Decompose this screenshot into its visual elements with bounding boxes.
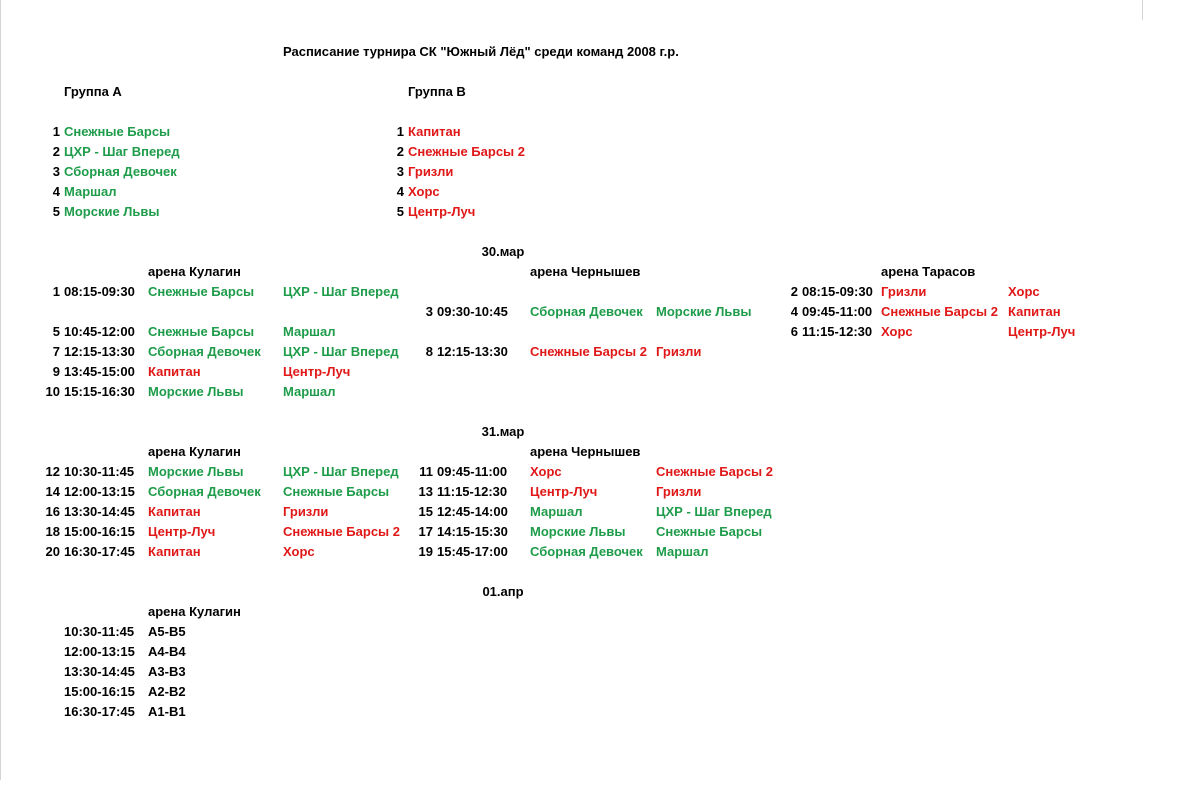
- match-away: Гризли: [656, 344, 702, 359]
- match-time: 12:00-13:15: [64, 644, 135, 659]
- match-away: Снежные Барсы: [656, 524, 763, 539]
- match-away: Центр-Луч: [283, 364, 351, 379]
- arena-name: арена Тарасов: [881, 264, 976, 279]
- match-time: 16:30-17:45: [64, 544, 135, 559]
- match-home: Снежные Барсы: [148, 284, 255, 299]
- arena-name: арена Кулагин: [148, 604, 241, 619]
- match-home: Центр-Луч: [148, 524, 216, 539]
- match-home: Хорс: [881, 324, 913, 339]
- match-away: Маршал: [656, 544, 709, 559]
- playoff-pair: А3-В3: [148, 664, 186, 679]
- playoff-pair: А2-В2: [148, 684, 186, 699]
- match-time: 11:15-12:30: [802, 324, 873, 339]
- playoff-pair: А5-В5: [148, 624, 186, 639]
- group-a-team-number: 5: [52, 204, 60, 219]
- match-away: Маршал: [283, 324, 336, 339]
- match-time: 15:00-16:15: [64, 684, 135, 699]
- match-number: 12: [45, 464, 60, 479]
- match-number: 13: [418, 484, 433, 499]
- match-away: Морские Львы: [656, 304, 752, 319]
- group-b-team: Снежные Барсы 2: [408, 144, 525, 159]
- page-title: Расписание турнира СК "Южный Лёд" среди команд 2008 г.р.: [283, 44, 679, 59]
- group-a-label: Группа А: [64, 84, 122, 99]
- match-time: 12:00-13:15: [64, 484, 135, 499]
- group-b-team-number: 5: [396, 204, 404, 219]
- match-away: Центр-Луч: [1008, 324, 1076, 339]
- match-time: 12:15-13:30: [437, 344, 508, 359]
- match-home: Сборная Девочек: [148, 484, 261, 499]
- playoff-pair: А1-В1: [148, 704, 186, 719]
- arena-name: арена Кулагин: [148, 444, 241, 459]
- match-away: Гризли: [283, 504, 329, 519]
- arena-name: арена Кулагин: [148, 264, 241, 279]
- group-a-team: ЦХР - Шаг Вперед: [64, 144, 180, 159]
- match-away: Снежные Барсы 2: [283, 524, 400, 539]
- match-away: Снежные Барсы: [283, 484, 390, 499]
- match-time: 15:15-16:30: [64, 384, 135, 399]
- match-away: ЦХР - Шаг Вперед: [283, 284, 399, 299]
- sheet-right-border: [1142, 0, 1143, 20]
- group-a-team-number: 3: [52, 164, 60, 179]
- match-home: Капитан: [148, 544, 201, 559]
- match-time: 09:45-11:00: [802, 304, 873, 319]
- match-number: 9: [52, 364, 60, 379]
- match-number: 5: [52, 324, 60, 339]
- group-b-team-number: 3: [396, 164, 404, 179]
- group-b-team: Хорс: [408, 184, 440, 199]
- match-home: Маршал: [530, 504, 583, 519]
- match-time: 15:00-16:15: [64, 524, 135, 539]
- match-time: 12:15-13:30: [64, 344, 135, 359]
- match-number: 20: [45, 544, 60, 559]
- match-number: 4: [790, 304, 798, 319]
- day-date: 31.мар: [481, 424, 525, 439]
- match-time: 09:30-10:45: [437, 304, 508, 319]
- match-time: 09:45-11:00: [437, 464, 508, 479]
- group-b-team-number: 2: [396, 144, 404, 159]
- match-away: ЦХР - Шаг Вперед: [656, 504, 772, 519]
- group-b-team-number: 1: [396, 124, 404, 139]
- match-number: 7: [52, 344, 60, 359]
- day-date: 30.мар: [481, 244, 525, 259]
- match-home: Капитан: [148, 504, 201, 519]
- match-time: 11:15-12:30: [437, 484, 508, 499]
- group-a-team: Снежные Барсы: [64, 124, 171, 139]
- match-home: Сборная Девочек: [530, 544, 643, 559]
- day-date: 01.апр: [482, 584, 524, 599]
- group-a-team-number: 4: [52, 184, 60, 199]
- match-time: 13:45-15:00: [64, 364, 135, 379]
- group-a-team: Маршал: [64, 184, 117, 199]
- match-away: Снежные Барсы 2: [656, 464, 773, 479]
- sheet-left-border: [0, 0, 1, 780]
- group-b-team: Капитан: [408, 124, 461, 139]
- match-home: Сборная Девочек: [530, 304, 643, 319]
- match-number: 14: [45, 484, 60, 499]
- match-number: 6: [790, 324, 798, 339]
- match-away: Капитан: [1008, 304, 1061, 319]
- match-home: Гризли: [881, 284, 927, 299]
- match-home: Морские Львы: [148, 384, 244, 399]
- match-time: 15:45-17:00: [437, 544, 508, 559]
- match-away: Маршал: [283, 384, 336, 399]
- match-time: 10:30-11:45: [64, 624, 135, 639]
- match-time: 10:30-11:45: [64, 464, 135, 479]
- match-number: 11: [419, 464, 433, 479]
- match-number: 15: [418, 504, 433, 519]
- match-time: 08:15-09:30: [64, 284, 135, 299]
- match-home: Сборная Девочек: [148, 344, 261, 359]
- match-time: 14:15-15:30: [437, 524, 508, 539]
- match-time: 13:30-14:45: [64, 664, 135, 679]
- match-home: Центр-Луч: [530, 484, 598, 499]
- match-number: 16: [45, 504, 60, 519]
- match-time: 12:45-14:00: [437, 504, 508, 519]
- group-a-team-number: 1: [52, 124, 60, 139]
- match-number: 17: [418, 524, 433, 539]
- arena-name: арена Чернышев: [530, 264, 641, 279]
- group-a-team: Морские Львы: [64, 204, 160, 219]
- playoff-pair: А4-В4: [148, 644, 186, 659]
- match-time: 13:30-14:45: [64, 504, 135, 519]
- match-number: 8: [425, 344, 433, 359]
- match-time: 16:30-17:45: [64, 704, 135, 719]
- group-a-team-number: 2: [52, 144, 60, 159]
- group-b-team-number: 4: [396, 184, 404, 199]
- group-b-team: Центр-Луч: [408, 204, 476, 219]
- match-away: Хорс: [283, 544, 315, 559]
- match-home: Снежные Барсы 2: [881, 304, 998, 319]
- match-number: 2: [790, 284, 798, 299]
- match-home: Морские Львы: [148, 464, 244, 479]
- match-number: 19: [418, 544, 433, 559]
- match-home: Хорс: [530, 464, 562, 479]
- match-home: Снежные Барсы 2: [530, 344, 647, 359]
- match-number: 18: [45, 524, 60, 539]
- match-home: Снежные Барсы: [148, 324, 255, 339]
- match-away: ЦХР - Шаг Вперед: [283, 344, 399, 359]
- match-time: 10:45-12:00: [64, 324, 135, 339]
- group-b-team: Гризли: [408, 164, 454, 179]
- match-away: ЦХР - Шаг Вперед: [283, 464, 399, 479]
- match-time: 08:15-09:30: [802, 284, 873, 299]
- match-home: Капитан: [148, 364, 201, 379]
- match-number: 1: [52, 284, 60, 299]
- group-a-team: Сборная Девочек: [64, 164, 177, 179]
- group-b-label: Группа В: [408, 84, 466, 99]
- match-away: Гризли: [656, 484, 702, 499]
- match-number: 10: [45, 384, 60, 399]
- arena-name: арена Чернышев: [530, 444, 641, 459]
- match-number: 3: [425, 304, 433, 319]
- match-home: Морские Львы: [530, 524, 626, 539]
- match-away: Хорс: [1008, 284, 1040, 299]
